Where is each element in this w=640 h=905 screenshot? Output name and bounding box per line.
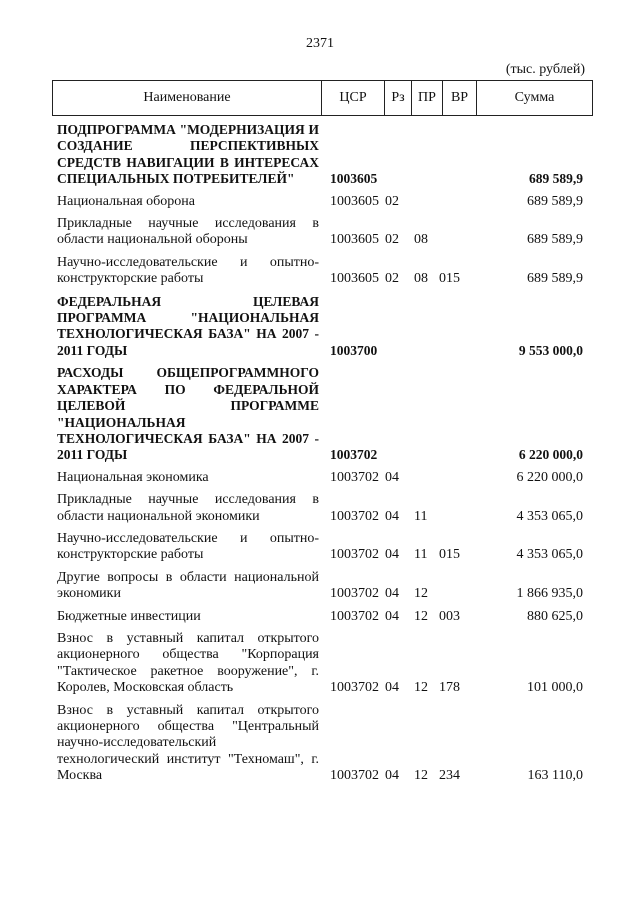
row-pr: 12 (414, 608, 428, 624)
row-pr: 12 (414, 768, 428, 784)
header-vr: ВР (443, 81, 477, 116)
row-rz: 04 (385, 586, 399, 602)
row-name: Взнос в уставный капитал открытого акционерного общества "Корпорация "Тактическое ракетное вооружение", г. Королев, Московская область (57, 630, 319, 696)
table-row (52, 216, 586, 249)
table-row (52, 531, 586, 564)
row-rz: 04 (385, 680, 399, 696)
row-sum: 689 589,9 (527, 193, 583, 209)
row-name: Национальная экономика (57, 469, 209, 485)
row-vr: 015 (439, 547, 460, 563)
row-pr: 08 (414, 271, 428, 287)
row-name: Научно-исследовательские и опытно-конструкторские работы (57, 530, 319, 563)
row-csr: 1003702 (330, 768, 379, 784)
row-name: Национальная оборона (57, 193, 195, 209)
row-rz: 02 (385, 193, 399, 209)
row-sum: 163 110,0 (527, 768, 583, 784)
row-rz: 02 (385, 271, 399, 287)
row-rz: 04 (385, 508, 399, 524)
row-name: ПОДПРОГРАММА "МОДЕРНИЗАЦИЯ И СОЗДАНИЕ ПЕРСПЕКТИВНЫХ СРЕДСТВ НАВИГАЦИИ В ИНТЕРЕСАХ СПЕЦИАЛЬНЫХ ПОТРЕБИТЕЛЕЙ" (57, 122, 319, 187)
row-pr: 11 (414, 508, 428, 524)
row-sum: 4 353 065,0 (516, 508, 583, 524)
row-csr: 1003702 (330, 586, 379, 602)
row-csr: 1003702 (330, 547, 379, 563)
table-row (52, 194, 586, 210)
header-name: Наименование (53, 81, 322, 116)
table-row (52, 570, 586, 603)
row-csr: 1003605 (330, 171, 378, 187)
row-name: Взнос в уставный капитал открытого акционерного общества "Центральный научно-исследовательский технологический институт "Техномаш", г. Москва (57, 702, 319, 784)
table-header (52, 80, 593, 116)
header-sum: Сумма (477, 81, 593, 116)
table-row (52, 492, 586, 525)
row-vr: 178 (439, 680, 460, 696)
row-rz: 04 (385, 608, 399, 624)
table-row (52, 470, 586, 486)
row-vr: 003 (439, 608, 460, 624)
row-csr: 1003702 (330, 469, 379, 485)
row-sum: 6 220 000,0 (518, 447, 583, 463)
row-rz: 02 (385, 232, 399, 248)
row-vr: 015 (439, 271, 460, 287)
table-row (52, 255, 586, 288)
header-csr: ЦСР (322, 81, 385, 116)
row-pr: 11 (414, 547, 428, 563)
row-name: РАСХОДЫ ОБЩЕПРОГРАММНОГО ХАРАКТЕРА ПО ФЕДЕРАЛЬНОЙ ЦЕЛЕВОЙ ПРОГРАММЕ "НАЦИОНАЛЬНАЯ ТЕХНОЛОГИЧЕСКАЯ БАЗА" НА 2007 - 2011 ГОДЫ (57, 365, 319, 463)
row-name: Научно-исследовательские и опытно-конструкторские работы (57, 254, 319, 287)
row-csr: 1003702 (330, 447, 378, 463)
row-csr: 1003702 (330, 680, 379, 696)
row-pr: 12 (414, 680, 428, 696)
table-row (52, 365, 586, 463)
row-csr: 1003702 (330, 508, 379, 524)
row-pr: 08 (414, 232, 428, 248)
row-pr: 12 (414, 586, 428, 602)
row-name: Прикладные научные исследования в области национальной экономики (57, 492, 319, 524)
row-sum: 689 589,9 (527, 232, 583, 248)
row-name: Прикладные научные исследования в области национальной обороны (57, 216, 319, 248)
row-name: Бюджетные инвестиции (57, 608, 201, 624)
row-sum: 9 553 000,0 (518, 342, 583, 358)
table-row (52, 122, 586, 188)
row-sum: 689 589,9 (527, 271, 583, 287)
table-body (52, 122, 586, 791)
table-row (52, 609, 586, 625)
table-row (52, 631, 586, 697)
row-sum: 4 353 065,0 (516, 547, 583, 563)
header-pr: ПР (412, 81, 443, 116)
row-csr: 1003702 (330, 608, 379, 624)
row-csr: 1003700 (330, 342, 378, 358)
row-sum: 880 625,0 (527, 608, 583, 624)
row-csr: 1003605 (330, 193, 379, 209)
units-label: (тыс. рублей) (505, 62, 585, 77)
row-rz: 04 (385, 547, 399, 563)
row-name: Другие вопросы в области национальной экономики (57, 569, 319, 602)
row-sum: 6 220 000,0 (516, 469, 583, 485)
row-sum: 101 000,0 (527, 680, 583, 696)
table-row (52, 294, 586, 360)
table-row (52, 703, 586, 785)
row-rz: 04 (385, 469, 399, 485)
row-vr: 234 (439, 768, 460, 784)
row-sum: 1 866 935,0 (516, 586, 583, 602)
row-rz: 04 (385, 768, 399, 784)
row-sum: 689 589,9 (529, 171, 583, 187)
page-number: 2371 (306, 36, 334, 51)
row-csr: 1003605 (330, 271, 379, 287)
row-name: ФЕДЕРАЛЬНАЯ ЦЕЛЕВАЯ ПРОГРАММА "НАЦИОНАЛЬНАЯ ТЕХНОЛОГИЧЕСКАЯ БАЗА" НА 2007 - 2011 ГОДЫ (57, 293, 319, 358)
row-csr: 1003605 (330, 232, 379, 248)
header-rz: Рз (385, 81, 412, 116)
